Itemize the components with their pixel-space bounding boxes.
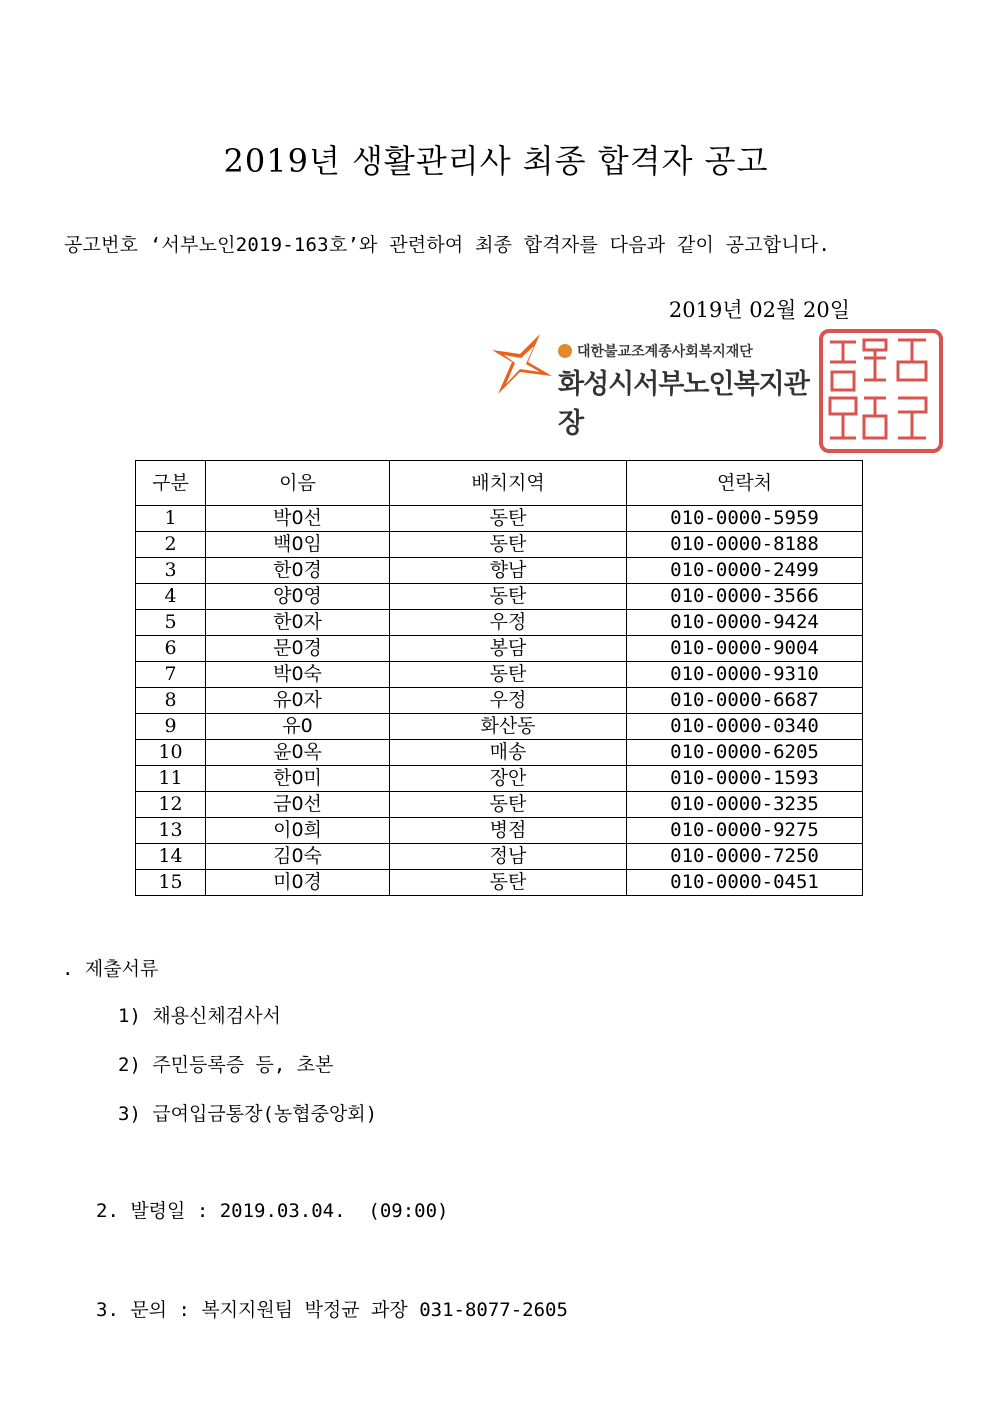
assigned-region: 장안 — [390, 766, 627, 792]
row-number: 14 — [136, 844, 206, 870]
document-item: 3) 급여입금통장(농협중앙회) — [118, 1103, 378, 1125]
contact-phone: 010-0000-6687 — [627, 688, 863, 714]
contact-phone: 010-0000-2499 — [627, 558, 863, 584]
table-row — [136, 532, 863, 558]
table-row — [136, 688, 863, 714]
applicant-name: 김0숙 — [206, 844, 390, 870]
table-row — [136, 714, 863, 740]
applicant-name: 백0임 — [206, 532, 390, 558]
org-logo-icon — [490, 332, 554, 398]
assigned-region: 화산동 — [390, 714, 627, 740]
assigned-region: 병점 — [390, 818, 627, 844]
applicant-name: 박0숙 — [206, 662, 390, 688]
applicant-name: 유0자 — [206, 688, 390, 714]
row-number: 13 — [136, 818, 206, 844]
header-number: 구분 — [136, 461, 206, 506]
foundation-mark-icon — [558, 344, 572, 358]
contact-phone: 010-0000-3566 — [627, 584, 863, 610]
assigned-region: 동탄 — [390, 870, 627, 896]
applicant-name: 윤0옥 — [206, 740, 390, 766]
page-title: 2019년 생활관리사 최종 합격자 공고 — [223, 142, 769, 180]
table-row — [136, 636, 863, 662]
applicant-name: 한0자 — [206, 610, 390, 636]
assigned-region: 동탄 — [390, 506, 627, 532]
table-row — [136, 766, 863, 792]
contact-phone: 010-0000-3235 — [627, 792, 863, 818]
applicant-name: 유0 — [206, 714, 390, 740]
table-row — [136, 610, 863, 636]
table-row — [136, 662, 863, 688]
table-row — [136, 818, 863, 844]
contact-phone: 010-0000-5959 — [627, 506, 863, 532]
row-number: 12 — [136, 792, 206, 818]
assigned-region: 우정 — [390, 610, 627, 636]
table-row — [136, 792, 863, 818]
contact-phone: 010-0000-6205 — [627, 740, 863, 766]
table-row — [136, 584, 863, 610]
table-row — [136, 506, 863, 532]
assigned-region: 동탄 — [390, 584, 627, 610]
applicant-name: 금0선 — [206, 792, 390, 818]
contact-phone: 010-0000-0451 — [627, 870, 863, 896]
applicant-name: 양0영 — [206, 584, 390, 610]
row-number: 3 — [136, 558, 206, 584]
row-number: 8 — [136, 688, 206, 714]
assigned-region: 동탄 — [390, 792, 627, 818]
row-number: 2 — [136, 532, 206, 558]
assigned-region: 매송 — [390, 740, 627, 766]
assigned-region: 동탄 — [390, 532, 627, 558]
table-row — [136, 558, 863, 584]
assigned-region: 정남 — [390, 844, 627, 870]
table-row — [136, 870, 863, 896]
documents-heading: . 제출서류 — [62, 958, 159, 980]
row-number: 11 — [136, 766, 206, 792]
row-number: 4 — [136, 584, 206, 610]
contact-phone: 010-0000-9424 — [627, 610, 863, 636]
foundation-name: 대한불교조계종사회복지재단 — [558, 341, 753, 361]
table-row — [136, 740, 863, 766]
row-number: 7 — [136, 662, 206, 688]
table-header-row — [136, 461, 863, 506]
assigned-region: 우정 — [390, 688, 627, 714]
assigned-region: 봉담 — [390, 636, 627, 662]
header-region: 배치지역 — [390, 461, 627, 506]
inquiry-contact: 3. 문의 : 복지지원팀 박정균 과장 031-8077-2605 — [96, 1299, 568, 1321]
assigned-region: 향남 — [390, 558, 627, 584]
contact-phone: 010-0000-7250 — [627, 844, 863, 870]
document-item: 1) 채용신체검사서 — [118, 1005, 281, 1027]
document-item: 2) 주민등록증 등, 초본 — [118, 1054, 334, 1076]
official-seal-icon — [818, 328, 944, 454]
contact-phone: 010-0000-9275 — [627, 818, 863, 844]
row-number: 6 — [136, 636, 206, 662]
applicant-name: 문0경 — [206, 636, 390, 662]
row-number: 9 — [136, 714, 206, 740]
organization-name: 화성시서부노인복지관장 — [558, 369, 809, 439]
issue-date: 2. 발령일 : 2019.03.04. (09:00) — [96, 1200, 449, 1222]
header-name: 이음 — [206, 461, 390, 506]
contact-phone: 010-0000-9004 — [627, 636, 863, 662]
applicant-name: 이0희 — [206, 818, 390, 844]
row-number: 10 — [136, 740, 206, 766]
contact-phone: 010-0000-9310 — [627, 662, 863, 688]
applicant-name: 한0미 — [206, 766, 390, 792]
row-number: 15 — [136, 870, 206, 896]
applicant-name: 미0경 — [206, 870, 390, 896]
assigned-region: 동탄 — [390, 662, 627, 688]
row-number: 1 — [136, 506, 206, 532]
applicant-table — [135, 460, 863, 896]
contact-phone: 010-0000-8188 — [627, 532, 863, 558]
organization-block — [490, 332, 820, 439]
announcement-date: 2019년 02월 20일 — [668, 298, 850, 322]
applicant-name: 박0선 — [206, 506, 390, 532]
header-contact: 연락처 — [627, 461, 863, 506]
row-number: 5 — [136, 610, 206, 636]
contact-phone: 010-0000-1593 — [627, 766, 863, 792]
intro-text: 공고번호 ‘서부노인2019-163호’와 관련하여 최종 합격자를 다음과 같이 공고합니다. — [64, 234, 831, 256]
table-row — [136, 844, 863, 870]
contact-phone: 010-0000-0340 — [627, 714, 863, 740]
applicant-name: 한0경 — [206, 558, 390, 584]
